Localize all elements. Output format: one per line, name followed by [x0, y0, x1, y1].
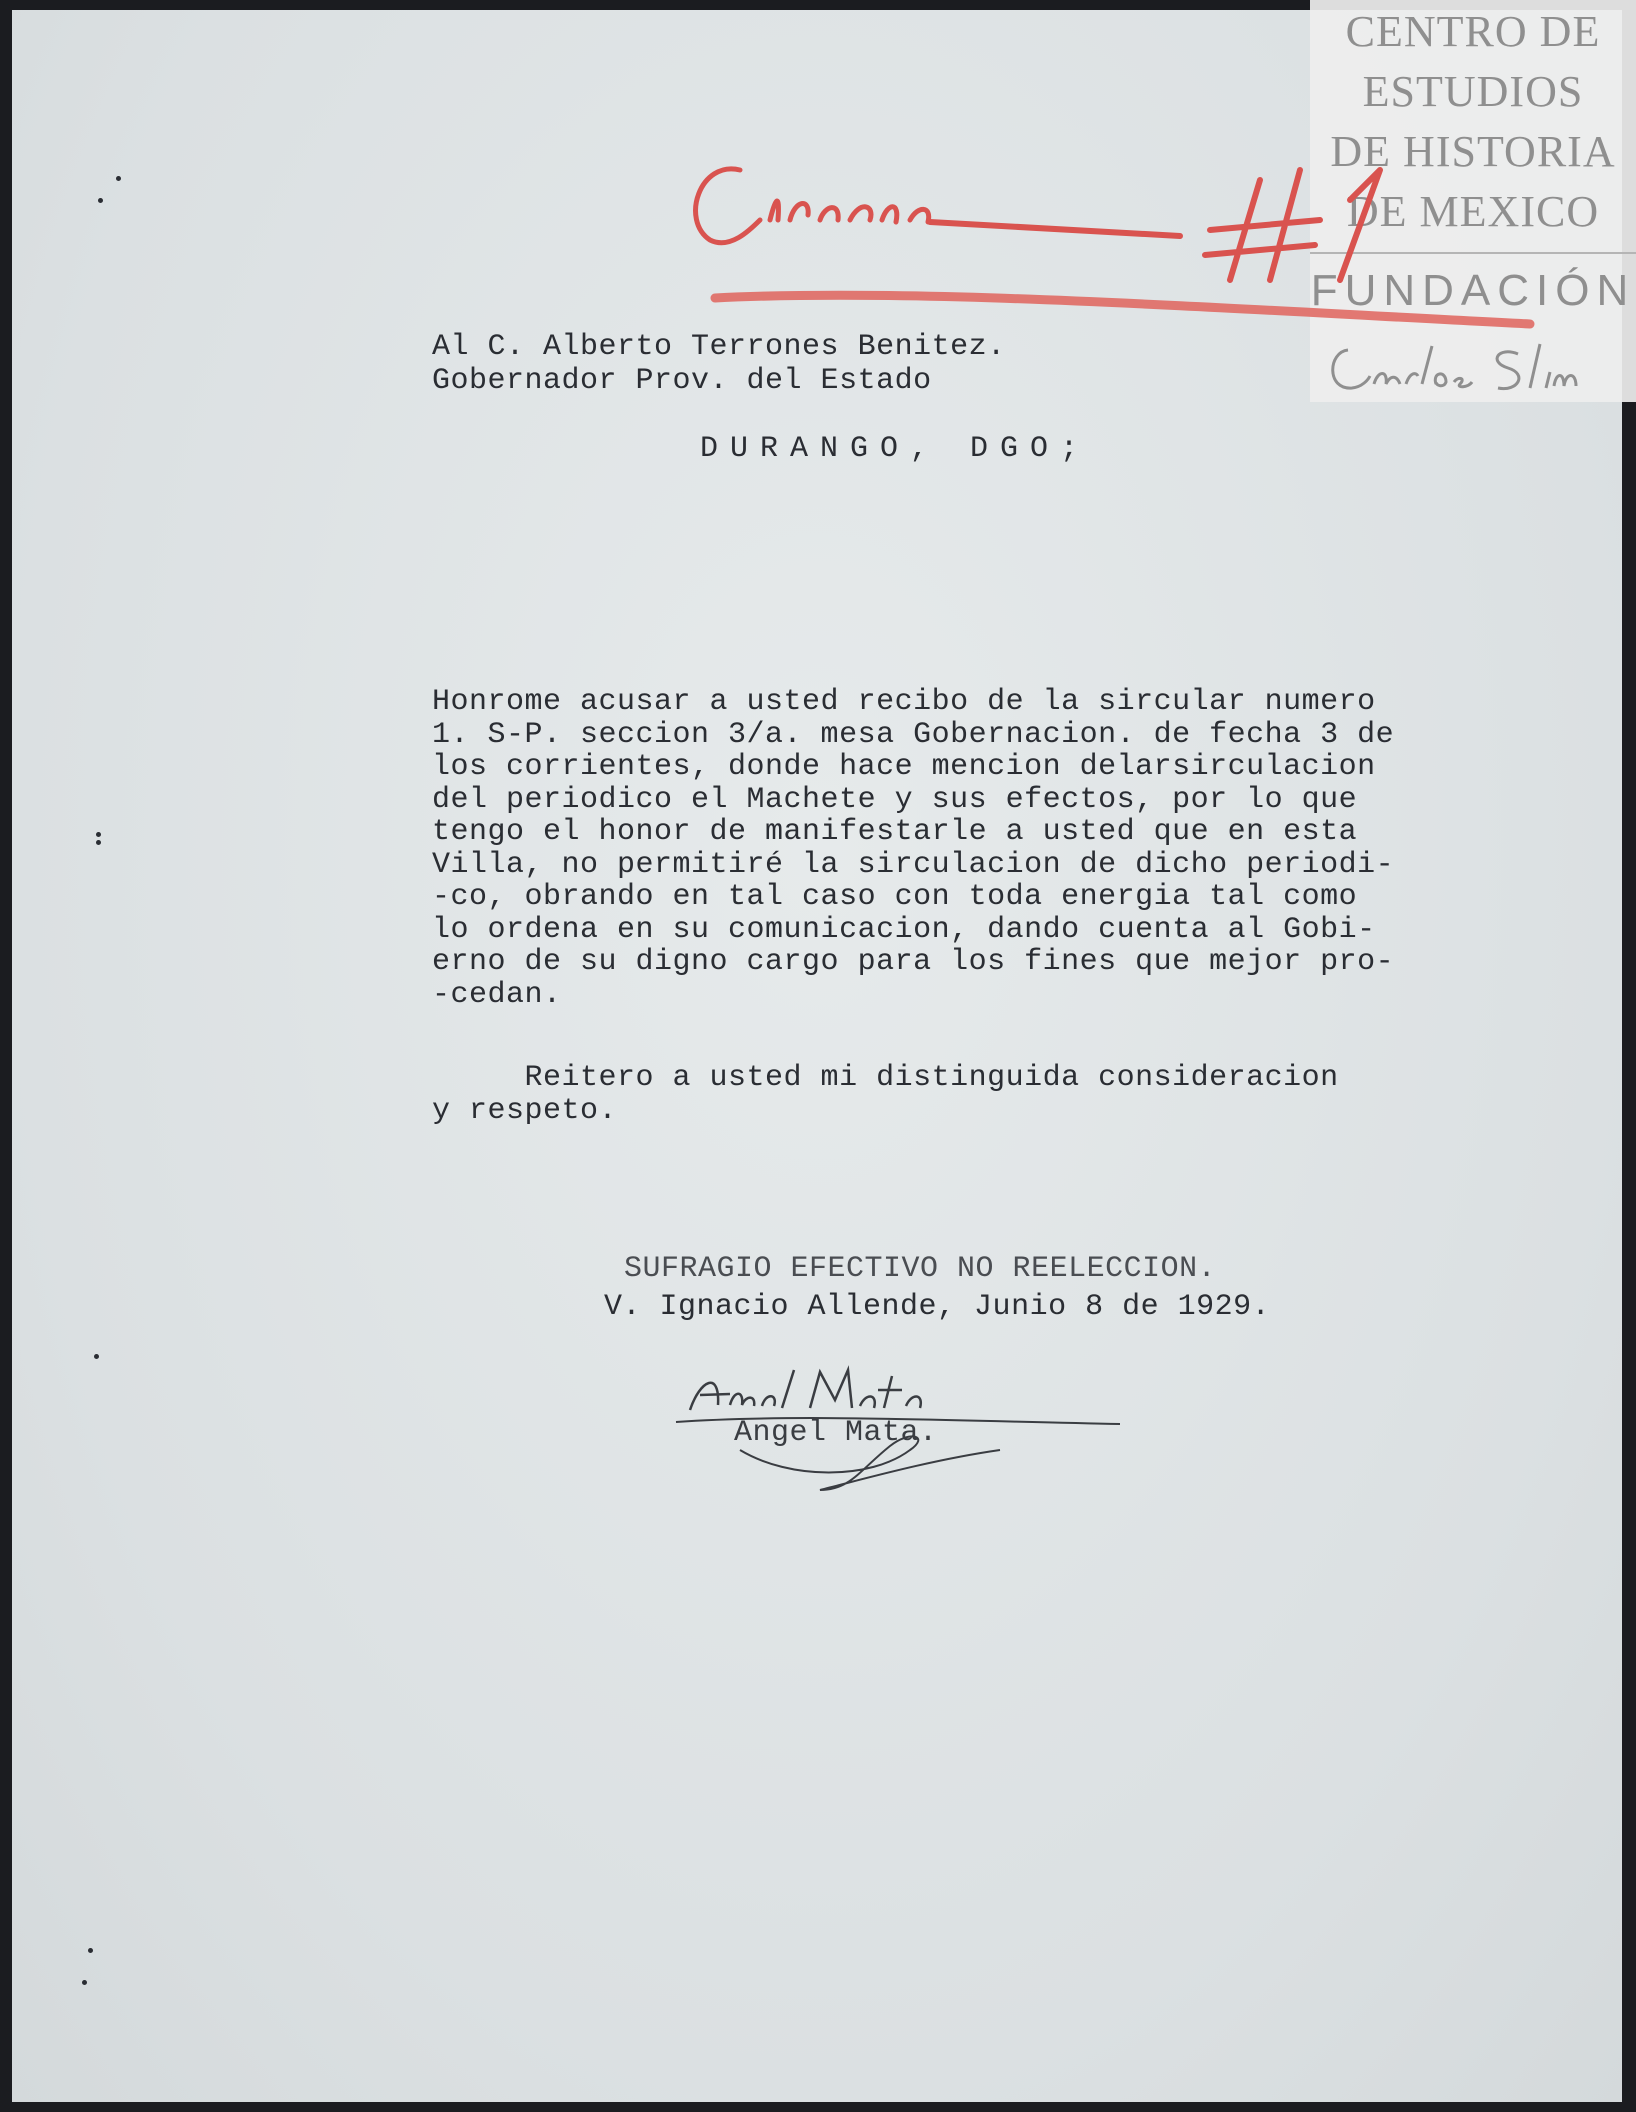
letter-body: Honrome acusar a usted recibo de la sircular numero 1. S-P. seccion 3/a. mesa Gobernacion. de fecha 3 de los corrientes, donde hace mencion delarsirculacion del periodico el Machete y sus efectos, por lo que tengo el honor de manifestarle a usted que en esta Villa, no permitiré la sirculacion de dicho periodi- -co, obrando en tal caso con toda energia tal como lo ordena en su comunicacion, dando cuenta al Gobi- erno de su digno cargo para los fines que mejor pro- -cedan.	[432, 685, 1395, 1012]
recipient-title: Gobernador Prov. del Estado	[432, 364, 932, 398]
recipient-name: Al C. Alberto Terrones Benitez.	[432, 330, 1006, 364]
punch-mark	[94, 1354, 99, 1359]
watermark-line-1: CENTRO DE	[1345, 7, 1601, 56]
watermark-line-4: DE MEXICO	[1346, 187, 1600, 236]
motto: SUFRAGIO EFECTIVO NO REELECCION.	[624, 1252, 1217, 1286]
punch-mark	[88, 1948, 93, 1953]
red-pencil-annotation	[660, 110, 1560, 350]
place-and-date: V. Ignacio Allende, Junio 8 de 1929.	[604, 1290, 1271, 1324]
watermark-line-3: DE HISTORIA	[1330, 127, 1616, 176]
recipient-city: DURANGO, DGO;	[700, 432, 1091, 466]
punch-mark	[96, 832, 101, 837]
watermark-line-2: ESTUDIOS	[1362, 67, 1584, 116]
punch-mark	[116, 176, 121, 181]
punch-mark	[96, 840, 101, 845]
punch-mark	[98, 198, 103, 203]
punch-mark	[82, 1980, 87, 1985]
letter-closing: Reitero a usted mi distinguida consideracion y respeto.	[432, 1061, 1339, 1128]
watermark-foundation: FUNDACIÓN	[1310, 266, 1636, 315]
signatory-name: Angel Mata.	[734, 1416, 938, 1450]
